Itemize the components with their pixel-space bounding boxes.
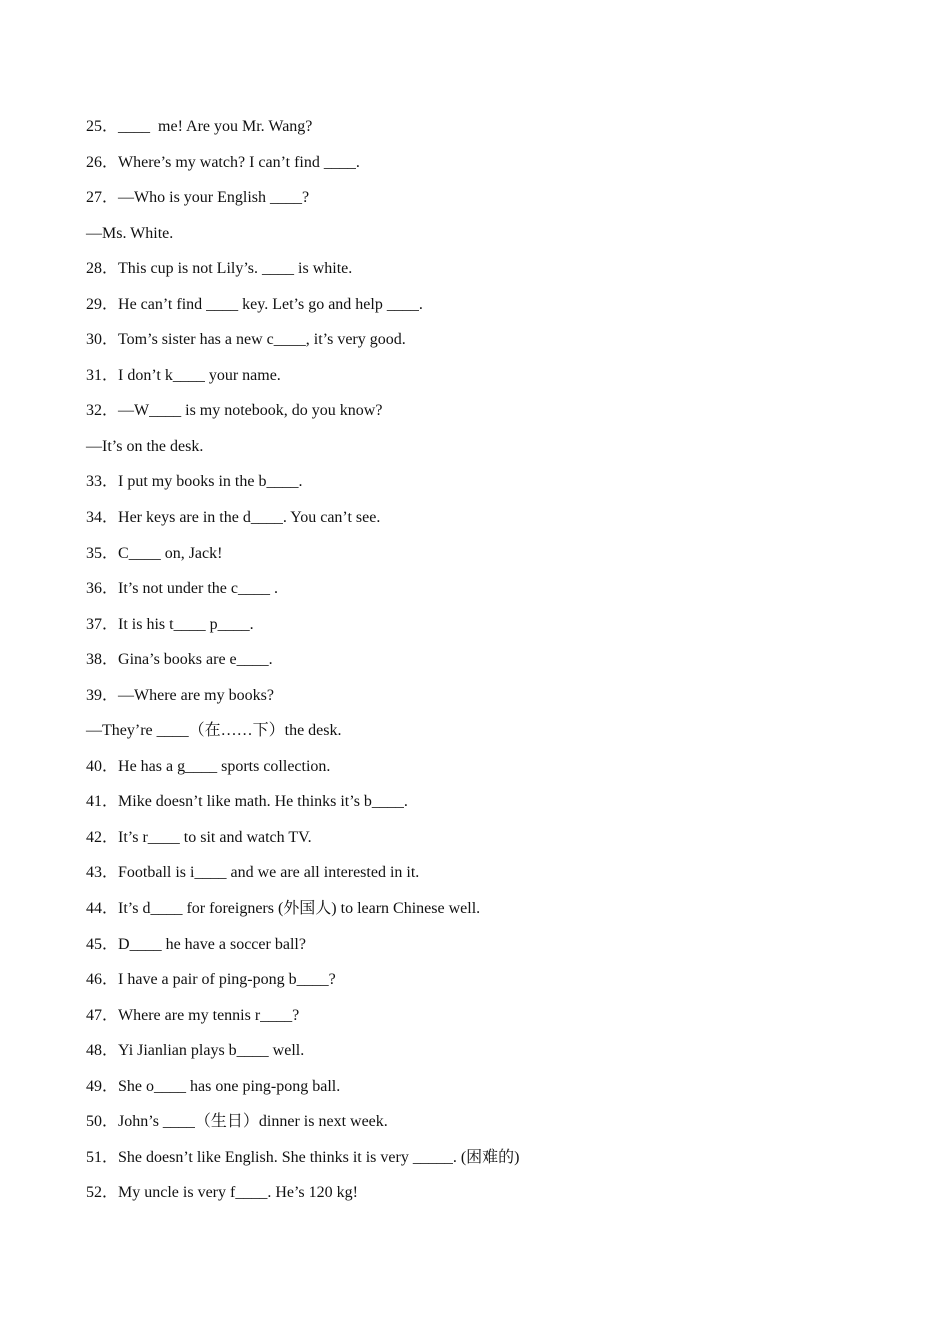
exercise-item [86, 502, 886, 538]
exercise-list [86, 111, 886, 1213]
item-text: —Where are my books? [118, 686, 274, 704]
item-text: I put my books in the b____. [118, 473, 303, 491]
exercise-item [86, 573, 886, 609]
item-number: 30． [86, 331, 119, 349]
item-text: It is his t____ p____. [118, 615, 254, 633]
item-number: 25． [86, 118, 119, 135]
exercise-item [86, 147, 886, 183]
item-text: —W____ is my notebook, do you know? [118, 402, 383, 420]
exercise-item [86, 1142, 886, 1178]
item-text: My uncle is very f____. He’s 120 kg! [118, 1184, 358, 1202]
item-text: Football is i____ and we are all interested in it. [118, 864, 420, 882]
item-text: She doesn’t like English. She thinks it is very _____. (困难的) [118, 1148, 520, 1166]
item-text: —Who is your English ____? [118, 189, 310, 207]
dialogue-line [86, 431, 886, 467]
item-number: 52． [86, 1184, 119, 1202]
exercise-item [86, 1035, 886, 1071]
item-number: 37． [86, 615, 119, 633]
item-text: It’s not under the c____ . [118, 580, 278, 598]
item-number: 45． [86, 935, 119, 953]
item-number: 32． [86, 402, 119, 420]
exercise-item [86, 395, 886, 431]
exercise-item [86, 1106, 886, 1142]
item-number: 47． [86, 1006, 119, 1024]
item-number: 36． [86, 580, 119, 598]
item-text: She o____ has one ping-pong ball. [118, 1077, 341, 1095]
item-number: 31． [86, 366, 119, 384]
item-text: Gina’s books are e____. [118, 651, 273, 669]
item-number: 38． [86, 651, 119, 669]
exercise-item [86, 893, 886, 929]
item-number: 35． [86, 544, 119, 562]
item-text: ____ me! Are you Mr. Wang? [118, 118, 313, 135]
exercise-item [86, 751, 886, 787]
exercise-item [86, 466, 886, 502]
item-number: 39． [86, 686, 119, 704]
item-number: 26． [86, 153, 119, 171]
item-number: 28． [86, 260, 119, 278]
exercise-item [86, 1000, 886, 1036]
exercise-item [86, 680, 886, 716]
item-text: I don’t k____ your name. [118, 366, 281, 384]
item-text: —Ms. White. [86, 224, 174, 242]
exercise-item [86, 289, 886, 325]
exercise-item [86, 324, 886, 360]
item-number: 42． [86, 828, 119, 846]
item-text: Her keys are in the d____. You can’t see. [118, 509, 381, 527]
item-number: 46． [86, 971, 119, 989]
item-number: 33． [86, 473, 119, 491]
item-text: He can’t find ____ key. Let’s go and help ____. [118, 295, 423, 313]
item-number: 41． [86, 793, 119, 811]
item-text: He has a g____ sports collection. [118, 757, 331, 775]
item-number: 44． [86, 900, 119, 918]
item-text: It’s d____ for foreigners (外国人) to learn Chinese well. [118, 900, 481, 918]
dialogue-line [86, 218, 886, 254]
exercise-item [86, 182, 886, 218]
item-number: 40． [86, 757, 119, 775]
item-number: 51． [86, 1148, 119, 1166]
item-text: Yi Jianlian plays b____ well. [118, 1042, 305, 1060]
item-text: John’s ____（生日）dinner is next week. [118, 1113, 388, 1131]
item-text: It’s r____ to sit and watch TV. [118, 828, 312, 846]
exercise-item [86, 644, 886, 680]
item-number: 34． [86, 509, 119, 527]
exercise-item [86, 360, 886, 396]
exercise-item [86, 822, 886, 858]
item-number: 27． [86, 189, 119, 207]
item-number: 49． [86, 1077, 119, 1095]
item-text: —They’re ____（在……下）the desk. [86, 722, 342, 740]
exercise-item [86, 111, 886, 147]
exercise-item [86, 253, 886, 289]
item-text: Mike doesn’t like math. He thinks it’s b____. [118, 793, 408, 811]
exercise-item [86, 609, 886, 645]
exercise-item [86, 1071, 886, 1107]
item-text: C____ on, Jack! [118, 544, 223, 562]
item-number: 50． [86, 1113, 119, 1131]
exercise-item [86, 538, 886, 574]
item-number: 43． [86, 864, 119, 882]
exercise-item [86, 929, 886, 965]
exercise-item [86, 786, 886, 822]
exercise-item [86, 857, 886, 893]
item-text: Tom’s sister has a new c____, it’s very good. [118, 331, 406, 349]
item-text: —It’s on the desk. [86, 437, 204, 455]
exercise-item [86, 964, 886, 1000]
item-number: 29． [86, 295, 119, 313]
item-text: I have a pair of ping-pong b____? [118, 971, 336, 989]
dialogue-line [86, 715, 886, 751]
exercise-item [86, 1177, 886, 1213]
item-number: 48． [86, 1042, 119, 1060]
item-text: This cup is not Lily’s. ____ is white. [118, 260, 353, 278]
item-text: Where are my tennis r____? [118, 1006, 300, 1024]
item-text: D____ he have a soccer ball? [118, 935, 306, 953]
item-text: Where’s my watch? I can’t find ____. [118, 153, 360, 171]
